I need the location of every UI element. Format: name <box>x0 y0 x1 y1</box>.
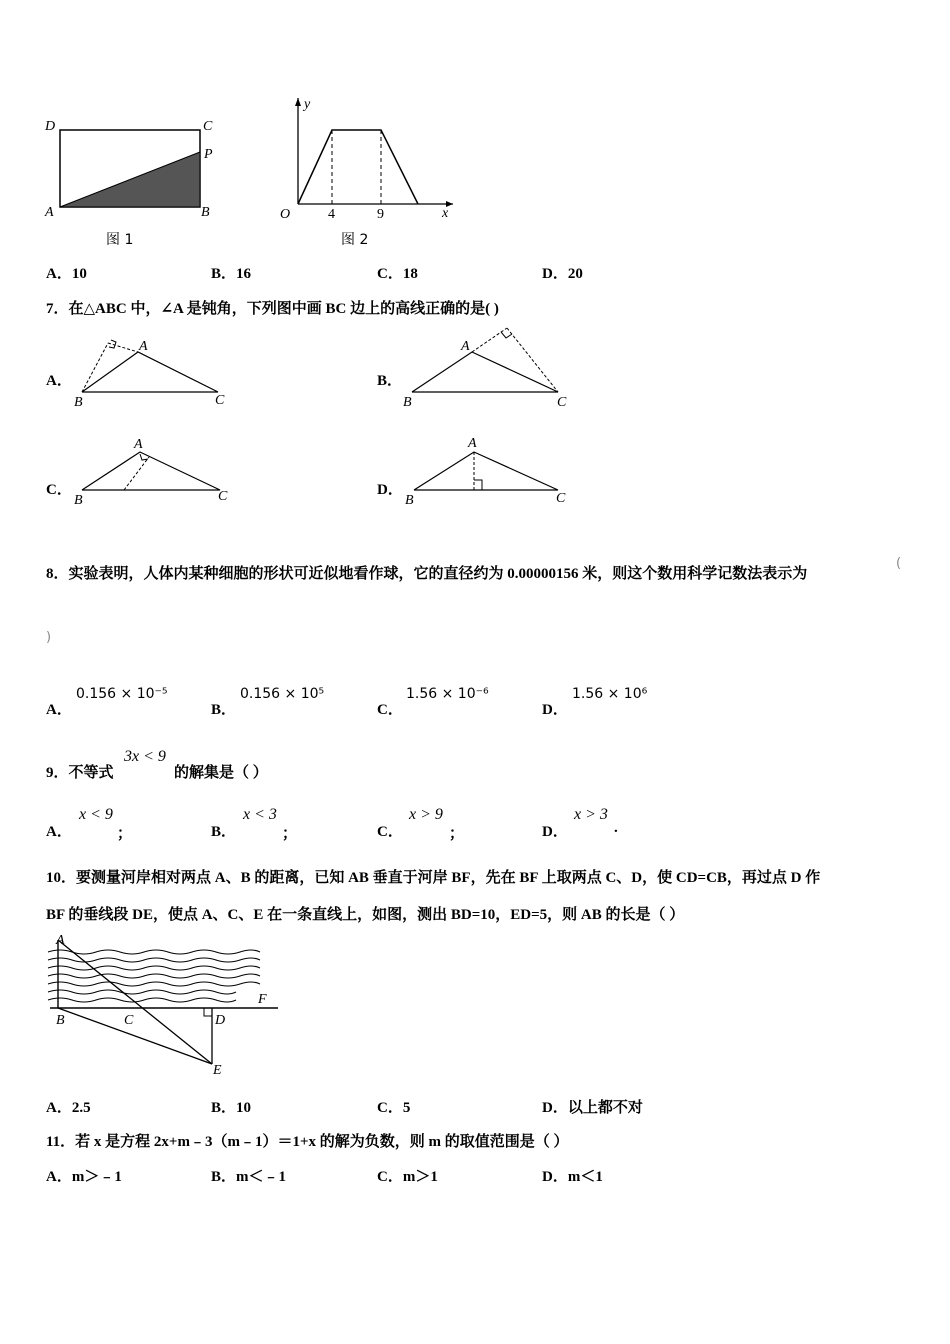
label-b: B <box>201 205 210 220</box>
svg-text:A: A <box>461 339 470 354</box>
q10-stem-line2: BF 的垂线段 DE，使点 A、C、E 在一条直线上，如图，测出 BD=10，ED=5，则 AB 的长是（ ） <box>46 907 685 923</box>
q7-option-a[interactable]: A． <box>46 373 72 389</box>
svg-text:B: B <box>403 395 412 410</box>
svg-text:B: B <box>74 493 83 508</box>
q7-figure-a <box>70 332 240 412</box>
q9-option-d[interactable]: D． <box>542 824 568 840</box>
q11-option-a[interactable]: A．m＞﹣1 <box>46 1169 122 1185</box>
tick-4: 4 <box>328 207 335 222</box>
q10-option-b[interactable]: B．10 <box>211 1100 252 1116</box>
q8-option-a[interactable]: A． <box>46 702 72 718</box>
q7-option-b[interactable]: B． <box>377 373 403 389</box>
label-p: P <box>204 147 213 162</box>
svg-text:C: C <box>215 393 225 408</box>
q9-option-b-value: x < 3 <box>243 806 277 823</box>
q8-stem: 8．实验表明，人体内某种细胞的形状可近似地看作球，它的直径约为 0.00000156 米，则这个数用科学记数法表示为 <box>46 566 808 582</box>
q9-expression: 3x < 9 <box>124 748 166 765</box>
q8-option-c[interactable]: C． <box>377 702 403 718</box>
figure-2-caption: 图 2 <box>341 232 369 248</box>
q9-option-a[interactable]: A． <box>46 824 72 840</box>
tick-9: 9 <box>377 207 384 222</box>
svg-text:E: E <box>213 1063 222 1078</box>
q11-option-c[interactable]: C．m＞1 <box>377 1169 438 1185</box>
svg-text:C: C <box>124 1013 134 1028</box>
q10-option-a[interactable]: A．2.5 <box>46 1100 91 1116</box>
label-a: A <box>45 205 54 220</box>
q8-option-d-value: 1.56 × 10⁶ <box>572 686 648 702</box>
q6-option-b[interactable]: B．16 <box>211 266 252 282</box>
svg-text:D: D <box>215 1013 226 1028</box>
q9-option-c-end: ； <box>449 826 465 842</box>
q7-option-c[interactable]: C． <box>46 482 72 498</box>
q9-option-d-end: . <box>614 820 618 836</box>
q9-option-c-value: x > 9 <box>409 806 443 823</box>
q7-stem: 7．在△ABC 中，∠A 是钝角，下列图中画 BC 边上的高线正确的是( ) <box>46 301 499 317</box>
q11-stem: 11．若 x 是方程 2x+m﹣3（m﹣1）＝1+x 的解为负数，则 m 的取值范围是（ ） <box>46 1134 569 1150</box>
q6-option-a[interactable]: A．10 <box>46 266 87 282</box>
figure-2-graph <box>258 92 468 252</box>
q8-close-paren: ) <box>46 630 52 645</box>
q8-option-b[interactable]: B． <box>211 702 237 718</box>
q9-option-d-value: x > 3 <box>574 806 608 823</box>
svg-text:A: A <box>468 436 477 451</box>
q9-option-a-value: x < 9 <box>79 806 113 823</box>
q8-option-d[interactable]: D． <box>542 702 568 718</box>
q11-option-b[interactable]: B．m＜﹣1 <box>211 1169 287 1185</box>
q8-open-paren: ( <box>896 556 902 571</box>
svg-text:A: A <box>139 339 148 354</box>
svg-text:C: C <box>218 489 228 504</box>
svg-text:B: B <box>405 493 414 508</box>
q9-option-b[interactable]: B． <box>211 824 237 840</box>
q10-option-d[interactable]: D．以上都不对 <box>542 1100 643 1116</box>
axis-x-label: x <box>442 206 449 221</box>
q9-stem-prefix: 9．不等式 <box>46 765 114 781</box>
svg-text:C: C <box>557 395 567 410</box>
q7-figure-b <box>400 318 580 410</box>
q8-option-b-value: 0.156 × 10⁵ <box>240 686 325 702</box>
svg-text:B: B <box>56 1013 65 1028</box>
q7-option-d[interactable]: D． <box>377 482 403 498</box>
q7-figure-d <box>400 432 580 512</box>
q8-option-c-value: 1.56 × 10⁻⁶ <box>406 686 489 702</box>
label-d: D <box>45 119 56 134</box>
q9-stem-suffix: 的解集是（ ） <box>174 765 268 781</box>
svg-text:B: B <box>74 395 83 410</box>
svg-text:C: C <box>556 491 566 506</box>
q10-stem-line1: 10．要测量河岸相对两点 A、B 的距离，已知 AB 垂直于河岸 BF，先在 BF 上取两点 C、D，使 CD=CB，再过点 D 作 <box>46 870 821 886</box>
figure-1-rectangle <box>40 112 230 252</box>
q6-option-d[interactable]: D．20 <box>542 266 583 282</box>
svg-text:A: A <box>56 933 65 948</box>
q10-option-c[interactable]: C．5 <box>377 1100 411 1116</box>
q9-option-b-end: ； <box>282 826 298 842</box>
q11-option-d[interactable]: D．m＜1 <box>542 1169 603 1185</box>
svg-text:A: A <box>134 437 143 452</box>
svg-text:F: F <box>258 992 267 1007</box>
q9-option-a-end: ； <box>117 826 133 842</box>
q6-option-c[interactable]: C．18 <box>377 266 418 282</box>
q10-river-figure <box>40 926 290 1078</box>
figure-1-caption: 图 1 <box>106 232 134 248</box>
axis-y-label: y <box>304 97 311 112</box>
q9-option-c[interactable]: C． <box>377 824 403 840</box>
q8-option-a-value: 0.156 × 10⁻⁵ <box>76 686 168 702</box>
q7-figure-c <box>70 432 240 512</box>
label-c: C <box>203 119 213 134</box>
origin-label: O <box>280 207 291 222</box>
